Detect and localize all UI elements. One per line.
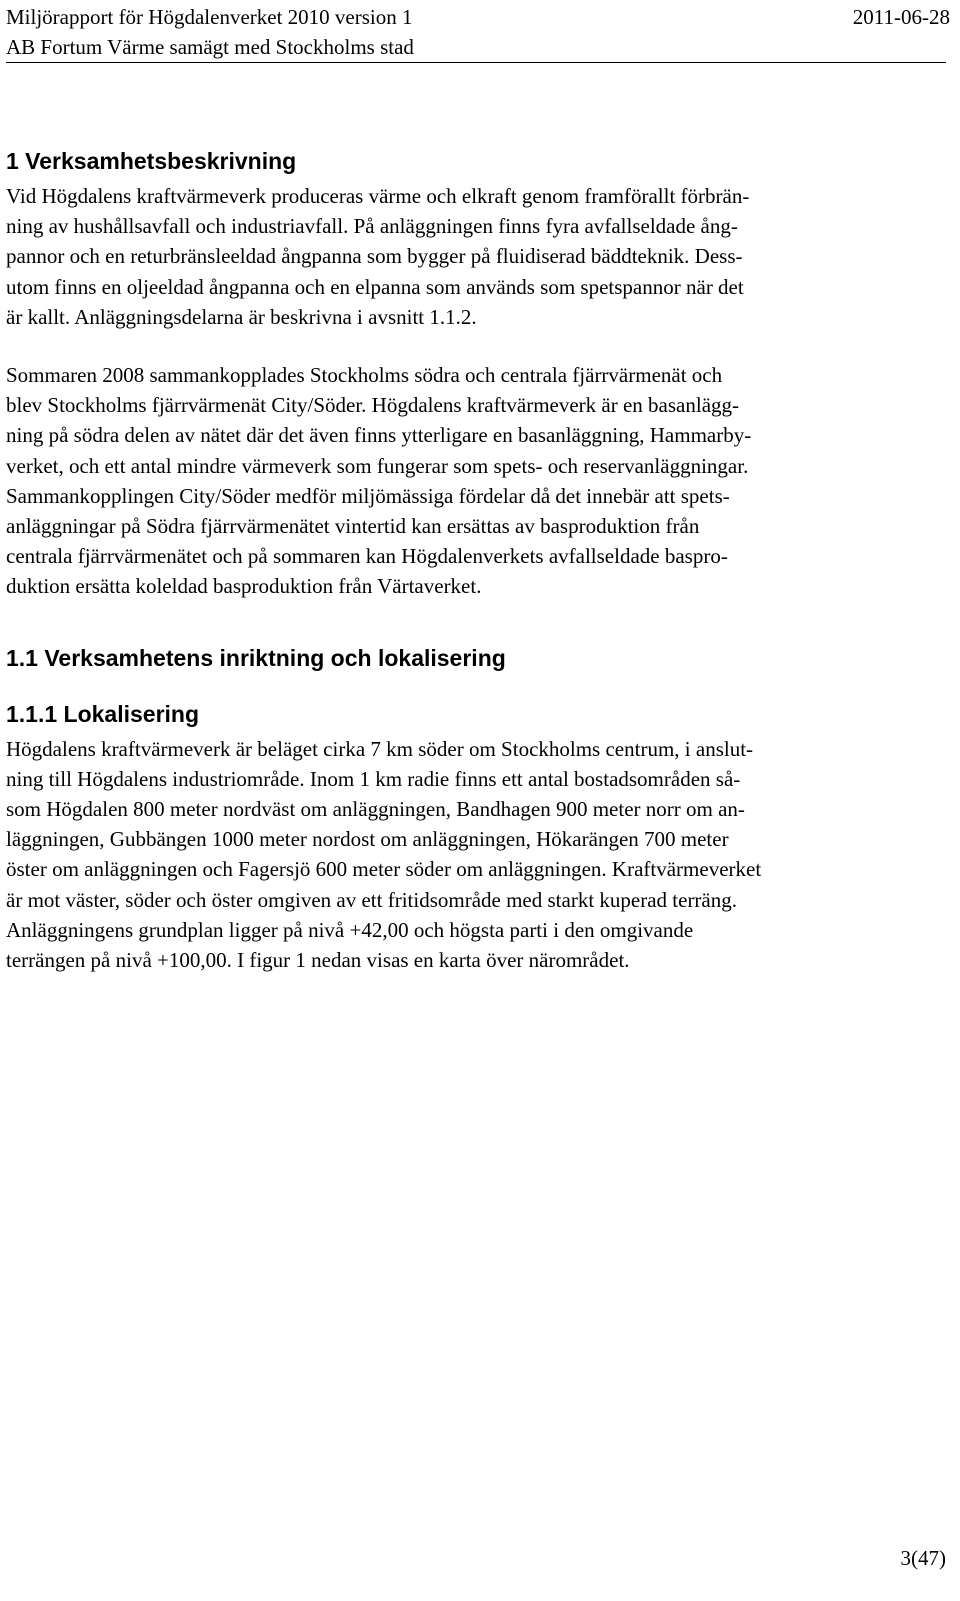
text-line: anläggningar på Södra fjärrvärmenätet vintertid kan ersättas av basproduktion från <box>6 514 700 539</box>
document-body <box>6 145 946 975</box>
header-subtitle: AB Fortum Värme samägt med Stockholms stad <box>6 35 414 59</box>
text-line: Sommaren 2008 sammankopplades Stockholms södra och centrala fjärrvärmenät och <box>6 363 723 388</box>
page-number: 3(47) <box>900 1546 946 1570</box>
header-divider <box>6 62 946 63</box>
text-line: duktion ersätta koleldad basproduktion från Värtaverket. <box>6 574 482 599</box>
text-line: är mot väster, söder och öster omgiven av ett fritidsområde med starkt kuperad terräng. <box>6 887 738 912</box>
text-line: utom finns en oljeeldad ångpanna och en elpanna som används som spetspannor när det <box>6 274 744 299</box>
text-line: pannor och en returbränsleeldad ångpanna som bygger på fluidiserad bäddteknik. Dess- <box>6 244 743 269</box>
text-line: är kallt. Anläggningsdelarna är beskrivna i avsnitt 1.1.2. <box>6 304 477 329</box>
text-line: terrängen på nivå +100,00. I figur 1 nedan visas en karta över närområdet. <box>6 948 630 973</box>
text-line: ning till Högdalens industriområde. Inom 1 km radie finns ett antal bostadsområden så- <box>6 766 741 791</box>
text-line: Högdalens kraftvärmeverk är beläget cirka 7 km söder om Stockholms centrum, i anslut- <box>6 736 754 761</box>
text-line: Vid Högdalens kraftvärmeverk produceras värme och elkraft genom framförallt förbrän- <box>6 184 750 208</box>
text-line: ning av hushållsavfall och industriavfall. På anläggningen finns fyra avfallseldade ång- <box>6 214 738 239</box>
header-title: Miljörapport för Högdalenverket 2010 version 1 <box>6 5 413 29</box>
text-line: Anläggningens grundplan ligger på nivå +42,00 och högsta parti i den omgivande <box>6 917 694 942</box>
header-date: 2011-06-28 <box>852 5 950 29</box>
paragraph-operations <box>6 181 946 332</box>
text-line: verket, och ett antal mindre värmeverk som fungerar som spets- och reservanläggningar. <box>6 453 749 478</box>
page-header <box>6 2 950 62</box>
text-line: öster om anläggningen och Fagersjö 600 meter söder om anläggningen. Kraftvärmeverket <box>6 857 762 882</box>
text-line: blev Stockholms fjärrvärmenät City/Söder. Högdalens kraftvärmeverk är en basanlägg- <box>6 393 740 418</box>
section-heading-1-1: 1.1 Verksamhetens inriktning och lokalisering <box>6 644 506 671</box>
text-line: som Högdalen 800 meter nordväst om anläggningen, Bandhagen 900 meter norr om an- <box>6 797 745 822</box>
paragraph-district-heating <box>6 360 946 602</box>
section-heading-1-1-1: 1.1.1 Lokalisering <box>6 700 200 727</box>
paragraph-location <box>6 734 946 976</box>
text-line: ning på södra delen av nätet där det även finns ytterligare en basanläggning, Hammarby- <box>6 423 752 448</box>
text-line: läggningen, Gubbängen 1000 meter nordost om anläggningen, Hökarängen 700 meter <box>6 827 729 852</box>
text-line: Sammankopplingen City/Söder medför miljömässiga fördelar då det innebär att spets- <box>6 483 730 508</box>
section-heading-1: 1 Verksamhetsbeskrivning <box>6 148 297 174</box>
text-line: centrala fjärrvärmenätet och på sommaren kan Högdalenverkets avfallseldade baspro- <box>6 544 728 569</box>
